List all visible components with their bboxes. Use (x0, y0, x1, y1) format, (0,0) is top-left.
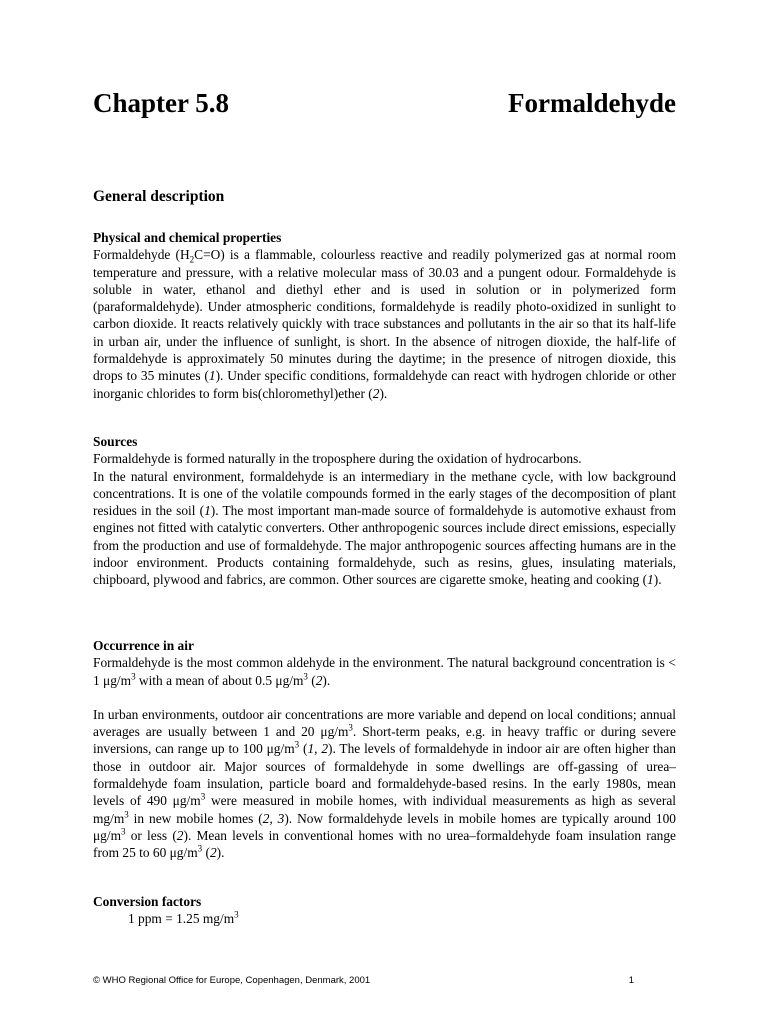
conversion-section (93, 893, 676, 928)
text-run: Formaldehyde is the most common aldehyde in the environment. The natural background concentration is < 1 μg/m (93, 655, 676, 688)
chapter-heading (93, 88, 676, 119)
superscript: 3 (234, 909, 239, 920)
sources-heading: Sources (93, 434, 138, 449)
page-number: 1 (628, 975, 634, 986)
superscript: 3 (303, 671, 308, 682)
subscript: 2 (189, 254, 195, 265)
text-run: ( (307, 672, 316, 688)
text-run: ( (202, 845, 210, 861)
reference: 2 (372, 385, 380, 401)
text-run: with a mean of about 0.5 μg/m (135, 672, 304, 688)
text-run: ). (216, 845, 225, 861)
sources-section (93, 433, 676, 589)
text-run: ). Now formaldehyde levels in mobile homes are typically around 100 μg/m (93, 810, 676, 843)
reference: 1 (204, 503, 211, 519)
occurrence-paragraph-1 (93, 654, 676, 689)
sources-paragraph (93, 468, 676, 589)
text-run: . Short-term peaks, e.g. in heavy traffic or during severe inversions, can range up to 100 μg/m (93, 724, 676, 757)
text-run: In the natural environment, formaldehyde is an intermediary in the methane cycle, with low background concentrations. It is one of the volatile compounds formed in the early stages of the decomposition of plant residues in the soil ( (93, 468, 676, 519)
reference: 1 (208, 368, 216, 384)
text-run: ). (653, 572, 662, 588)
copyright-notice: © WHO Regional Office for Europe, Copenhagen, Denmark, 2001 (93, 975, 371, 986)
text-run: ( (299, 741, 308, 757)
reference: 2 (176, 827, 184, 843)
text-run: ). (322, 672, 331, 688)
text-run: C=O) is a flammable, colourless reactive and readily polymerized gas at normal room temperature and pressure, with a relative molecular mass of 30.03 and a pungent odour. Formaldehyde is soluble in water, ethanol and diethyl ether and is used in solution or in polymerized form (paraformaldehyde). Under atmospheric conditions, formaldehyde is readily photo-oxidized in sunlight to carbon dioxide. It reacts relatively quickly with trace substances and pollutants in the air so that its half-life in urban air, under the influence of sunlight, is short. In the absence of nitrogen dioxide, the half-life of formaldehyde is approximately 50 minutes during the daytime; in the presence of nitrogen dioxide, this drops to 35 minutes ( (93, 247, 677, 384)
text-run: ). Under specific conditions, formaldehyde can react with hydrogen chloride or other inorganic chlorides to form bis(chloromethyl)ether ( (93, 368, 676, 401)
superscript: 3 (197, 843, 203, 854)
superscript: 3 (124, 809, 129, 820)
reference: 1, 2 (307, 741, 329, 757)
chapter-number: Chapter 5.8 (93, 88, 230, 118)
reference: 2 (315, 672, 323, 688)
occurrence-section (93, 637, 676, 862)
superscript: 3 (131, 671, 136, 682)
page-footer (93, 975, 634, 986)
text-run: ). (379, 385, 388, 401)
text-run: were measured in mobile homes, with individual measurements as high as several mg/m (93, 793, 676, 826)
conversion-heading: Conversion factors (93, 894, 202, 909)
text-run: Formaldehyde (H (93, 247, 190, 263)
section-title: General description (93, 188, 225, 205)
conversion-value (93, 910, 676, 927)
physical-properties-paragraph (93, 246, 676, 402)
superscript: 3 (121, 826, 126, 837)
reference: 1 (647, 572, 654, 588)
occurrence-heading: Occurrence in air (93, 638, 194, 653)
occurrence-paragraph-2 (93, 706, 676, 862)
reference: 2 (209, 845, 217, 861)
text-run: in new mobile homes ( (128, 810, 263, 826)
superscript: 3 (294, 740, 300, 751)
sources-line: Formaldehyde is formed naturally in the troposphere during the oxidation of hydrocarbons. (93, 451, 582, 467)
text-run: 1 ppm = 1.25 mg/m (128, 911, 235, 927)
chapter-title: Formaldehyde (508, 88, 676, 118)
superscript: 3 (348, 722, 353, 733)
text-run: or less ( (125, 827, 177, 843)
reference: 2, 3 (262, 810, 285, 826)
superscript: 3 (200, 791, 206, 802)
text-run: ). The levels of formaldehyde in indoor air are often higher than those in outdoor air. Major sources of formaldehyde in some dwellings are off-gassing of urea–formaldehyde foam insulation, particle board and formaldehyde-based resins. In the early 1980s, mean levels of 490 μg/m (93, 741, 676, 809)
text-run: In urban environments, outdoor air concentrations are more variable and depend on local conditions; annual averages are usually between 1 and 20 μg/m (93, 706, 676, 740)
physical-properties-section (93, 229, 676, 402)
text-run: ). Mean levels in conventional homes with no urea–formaldehyde foam insulation range from 25 to 60 μg/m (93, 827, 676, 861)
text-run: ). The most important man-made source of formaldehyde is automotive exhaust from engines not fitted with catalytic converters. Other anthropogenic sources include direct emissions, especially from the production and use of formaldehyde. The major anthropogenic sources affecting humans are in the indoor environment. Products containing formaldehyde, such as resins, glues, insulating materials, chipboard, plywood and fabrics, are common. Other sources are cigarette smoke, heating and cooking ( (93, 503, 676, 588)
physical-properties-heading: Physical and chemical properties (93, 230, 282, 245)
